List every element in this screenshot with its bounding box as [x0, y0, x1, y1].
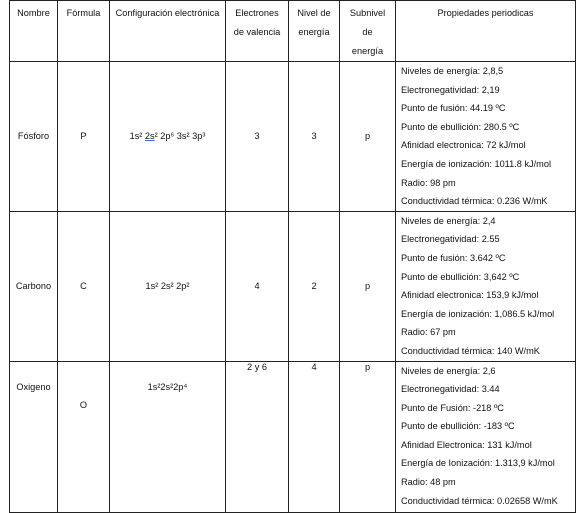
header-propiedades: Propiedades periodicas — [396, 1, 576, 62]
cell-formula: P — [58, 62, 110, 212]
property-line: Niveles de energía: 2,4 — [401, 215, 496, 226]
cell-nombre: Oxigeno — [10, 361, 58, 512]
property-line: Punto de ebullición: 3,642 ºC — [401, 271, 520, 282]
header-formula: Fórmula — [58, 1, 110, 62]
cell-subnivel: p — [340, 361, 396, 512]
property-line: Energía de Ionización: 1.313,9 kJ/mol — [401, 458, 555, 469]
header-electrones — [226, 1, 289, 62]
table-row-fosforo — [10, 62, 576, 212]
header-nivel-line: Nivel de — [297, 8, 331, 18]
cell-configuracion — [110, 62, 226, 212]
table-row-carbono — [10, 211, 576, 361]
header-subnivel-line: Subnivel — [349, 8, 386, 18]
cell-propiedades — [396, 211, 576, 361]
cell-nombre: Fósforo — [10, 62, 58, 212]
cell-valencia: 2 y 6 — [226, 361, 289, 512]
header-nivel — [289, 1, 340, 62]
cell-valencia: 4 — [226, 211, 289, 361]
cell-nivel: 3 — [289, 62, 340, 212]
cell-nombre: Carbono — [10, 211, 58, 361]
header-subnivel — [340, 1, 396, 62]
property-line: Afinidad Electronica: 131 kJ/mol — [401, 439, 532, 450]
property-line: Conductividad térmica: 0.02658 W/mK — [401, 495, 558, 506]
config-part: ² 2p⁶ 3s² 3p³ — [154, 131, 206, 142]
cell-subnivel: p — [340, 211, 396, 361]
cell-valencia: 3 — [226, 62, 289, 212]
header-electrones-line: de valencia — [233, 27, 281, 37]
property-line: Conductividad térmica: 0.236 W/mK — [401, 196, 548, 207]
cell-configuracion: 1s²2s²2p⁴ — [110, 361, 226, 512]
property-line: Radio: 67 pm — [401, 327, 456, 338]
property-line: Radio: 48 pm — [401, 477, 456, 488]
property-line: Niveles de energía: 2,8,5 — [401, 66, 504, 76]
property-line: Electronegatividad: 3.44 — [401, 384, 500, 395]
cell-nivel: 4 — [289, 361, 340, 512]
property-line: Punto de fusión: 44.19 ºC — [401, 103, 506, 114]
header-electrones-line: Electrones — [235, 8, 279, 18]
cell-nivel: 2 — [289, 211, 340, 361]
property-line: Afinidad electronica: 153,9 kJ/mol — [401, 290, 539, 301]
header-subnivel-line: de — [362, 27, 373, 37]
cell-configuracion: 1s² 2s² 2p² — [110, 211, 226, 361]
property-line: Niveles de energía: 2,6 — [401, 365, 496, 376]
cell-formula: O — [58, 361, 110, 512]
header-configuracion: Configuración electrónica — [110, 1, 226, 62]
property-line: Punto de fusión: 3.642 ºC — [401, 252, 506, 263]
property-line: Electronegatividad: 2,19 — [401, 84, 500, 95]
table-row-oxigeno — [10, 361, 576, 512]
header-nivel-line: energía — [298, 27, 330, 37]
property-line: Punto de ebullición: -183 ºC — [401, 421, 515, 432]
config-part-underlined: 2s — [144, 131, 155, 142]
header-subnivel-line: energía — [351, 46, 384, 56]
header-row — [10, 1, 576, 62]
cell-subnivel: p — [340, 62, 396, 212]
header-nombre: Nombre — [10, 1, 58, 62]
property-line: Afinidad electronica: 72 kJ/mol — [401, 140, 526, 151]
property-line: Radio: 98 pm — [401, 177, 456, 188]
cell-propiedades — [396, 361, 576, 512]
property-line: Energía de ionización: 1011.8 kJ/mol — [401, 158, 551, 169]
config-part: 1s² — [129, 131, 145, 142]
property-line: Energía de ionización: 1,086.5 kJ/mol — [401, 308, 555, 319]
property-line: Punto de ebullición: 280.5 ºC — [401, 121, 520, 132]
property-line: Punto de Fusión: -218 ºC — [401, 402, 504, 413]
cell-propiedades — [396, 62, 576, 212]
cell-formula: C — [58, 211, 110, 361]
property-line: Conductividad térmica: 140 W/mK — [401, 345, 540, 356]
property-line: Electronegatividad: 2.55 — [401, 234, 500, 245]
elements-table — [9, 0, 576, 513]
